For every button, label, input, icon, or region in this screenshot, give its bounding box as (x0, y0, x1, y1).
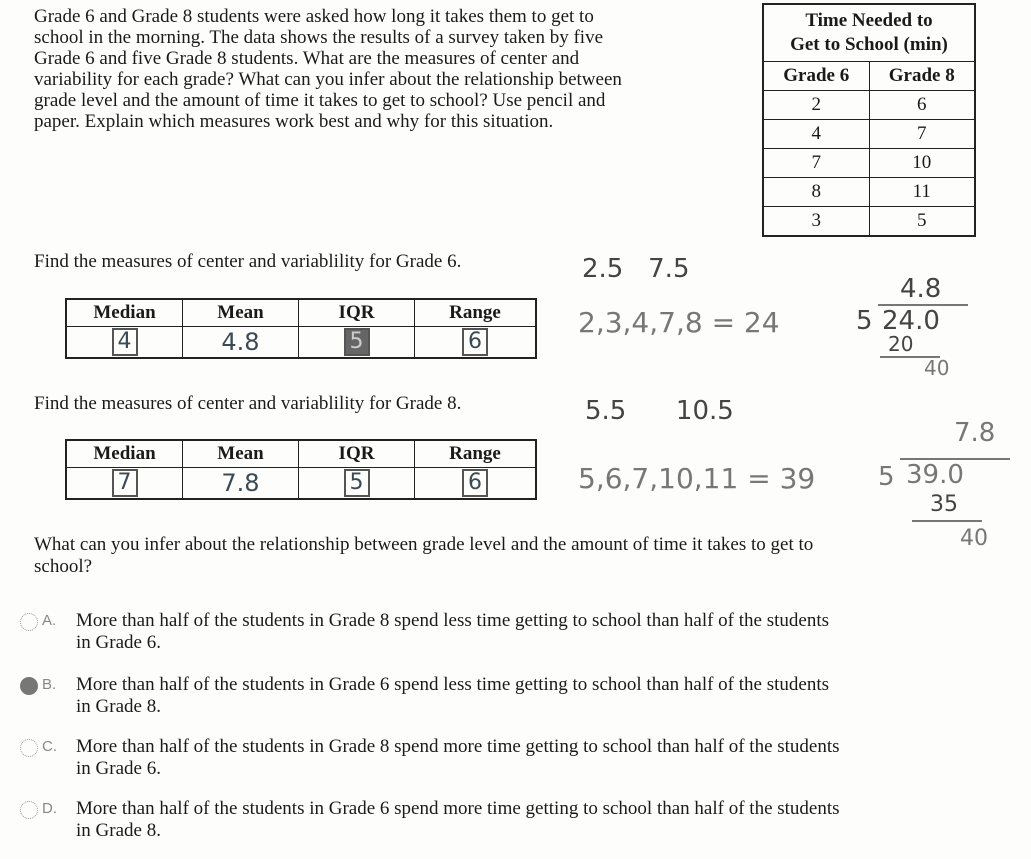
grade6-range-cell[interactable] (415, 327, 537, 359)
survey-cell: 2 (763, 91, 869, 120)
option-b-letter: B. (42, 676, 57, 693)
option-a-letter: A. (42, 612, 57, 629)
grade8-mean-cell[interactable] (183, 468, 299, 500)
grade6-mean-cell[interactable] (183, 327, 299, 359)
handwritten-g8-dividend: 39.0 (906, 460, 964, 490)
prompt-line: paper. Explain which measures work best and why for this situation. (34, 111, 554, 132)
option-a-text (76, 610, 829, 654)
handwritten-g6-sub: 20 (888, 332, 914, 356)
option-line: More than half of the students in Grade 6 spend less time getting to school than half of the students (76, 674, 829, 695)
grade8-mean-answer: 7.8 (221, 469, 260, 497)
survey-cell: 8 (763, 178, 869, 207)
header-mean: Mean (183, 440, 299, 468)
option-b[interactable] (20, 674, 829, 718)
option-line: More than half of the students in Grade 8 spend more time getting to school than half of the students (76, 736, 840, 757)
header-range: Range (415, 440, 537, 468)
option-a-radio[interactable] (20, 613, 38, 631)
handwritten-g8-quartiles: 5.5 10.5 (585, 396, 734, 426)
handwritten-g6-sum: 2,3,4,7,8 = 24 (578, 306, 780, 339)
option-b-text (76, 674, 829, 718)
inference-question (34, 534, 934, 578)
survey-cell: 4 (763, 120, 869, 149)
handwritten-g6-quartiles: 2.5 7.5 (582, 254, 690, 284)
option-d[interactable] (20, 798, 840, 842)
prompt-line: variability for each grade? What can you infer about the relationship between (34, 69, 622, 90)
option-line: in Grade 6. (76, 758, 161, 779)
handwritten-g8-remainder: 40 (960, 526, 988, 551)
table-row (763, 120, 975, 149)
option-d-letter: D. (42, 800, 57, 817)
survey-cell: 5 (869, 207, 975, 237)
option-c[interactable] (20, 736, 840, 780)
prompt-line: grade level and the amount of time it takes to get to school? Use pencil and (34, 90, 606, 111)
option-line: in Grade 8. (76, 696, 161, 717)
handwritten-g6-divisor: 5 (856, 306, 873, 336)
handwritten-g8-divisor: 5 (878, 462, 895, 492)
handwritten-g6-remainder: 40 (924, 356, 950, 380)
survey-title-line: Time Needed to (805, 10, 933, 31)
option-d-text (76, 798, 840, 842)
grade8-median-answer: 7 (112, 469, 138, 497)
option-b-radio-selected[interactable] (20, 677, 38, 695)
table-row (763, 149, 975, 178)
header-range: Range (415, 299, 537, 327)
option-line: More than half of the students in Grade 6 spend more time getting to school than half of the students (76, 798, 840, 819)
option-d-radio[interactable] (20, 801, 38, 819)
option-c-text (76, 736, 840, 780)
grade6-median-cell[interactable] (66, 327, 183, 359)
option-a[interactable] (20, 610, 829, 654)
grade6-iqr-cell[interactable] (299, 327, 415, 359)
question-line: school? (34, 556, 93, 577)
grade6-range-answer: 6 (462, 328, 488, 356)
prompt-line: Grade 6 and Grade 8 students were asked how long it takes them to get to (34, 6, 594, 27)
option-c-radio[interactable] (20, 739, 38, 757)
problem-prompt (34, 6, 734, 132)
header-iqr: IQR (299, 299, 415, 327)
grade8-iqr-cell[interactable] (299, 468, 415, 500)
grade6-iqr-answer: 5 (344, 328, 370, 356)
survey-table-title (763, 4, 975, 62)
grade6-median-answer: 4 (112, 328, 138, 356)
grade8-heading: Find the measures of center and variablility for Grade 8. (34, 393, 462, 414)
table-row (763, 178, 975, 207)
survey-cell: 7 (869, 120, 975, 149)
header-median: Median (66, 440, 183, 468)
table-row (763, 207, 975, 237)
option-line: in Grade 6. (76, 632, 161, 653)
prompt-line: Grade 6 and five Grade 8 students. What are the measures of center and (34, 48, 580, 69)
survey-cell: 7 (763, 149, 869, 178)
grade8-measures-table (65, 439, 537, 500)
grade8-iqr-answer: 5 (344, 469, 370, 497)
survey-title-line: Get to School (min) (790, 34, 948, 55)
handwritten-g6-dividend: 24.0 (882, 306, 940, 336)
grade6-mean-answer: 4.8 (221, 328, 260, 356)
grade6-measures-table (65, 298, 537, 359)
handwritten-g8-sum: 5,6,7,10,11 = 39 (578, 462, 816, 495)
survey-cell: 10 (869, 149, 975, 178)
handwritten-g8-quotient: 7.8 (954, 418, 996, 448)
survey-cell: 11 (869, 178, 975, 207)
grade6-heading: Find the measures of center and variablility for Grade 6. (34, 251, 462, 272)
option-line: More than half of the students in Grade 8 spend less time getting to school than half of the students (76, 610, 829, 631)
handwritten-g8-sub: 35 (930, 492, 958, 517)
table-row (763, 91, 975, 120)
handwritten-g6-quotient: 4.8 (900, 274, 942, 304)
survey-header-grade8: Grade 8 (869, 62, 975, 91)
header-mean: Mean (183, 299, 299, 327)
survey-header-grade6: Grade 6 (763, 62, 869, 91)
prompt-line: school in the morning. The data shows the results of a survey taken by five (34, 27, 603, 48)
survey-cell: 6 (869, 91, 975, 120)
survey-cell: 3 (763, 207, 869, 237)
grade8-median-cell[interactable] (66, 468, 183, 500)
grade8-range-cell[interactable] (415, 468, 537, 500)
subtraction-line (912, 520, 982, 522)
survey-table (762, 3, 976, 237)
question-line: What can you infer about the relationship between grade level and the amount of time it takes to get to (34, 534, 814, 555)
header-median: Median (66, 299, 183, 327)
header-iqr: IQR (299, 440, 415, 468)
option-c-letter: C. (42, 738, 57, 755)
option-line: in Grade 8. (76, 820, 161, 841)
grade8-range-answer: 6 (462, 469, 488, 497)
